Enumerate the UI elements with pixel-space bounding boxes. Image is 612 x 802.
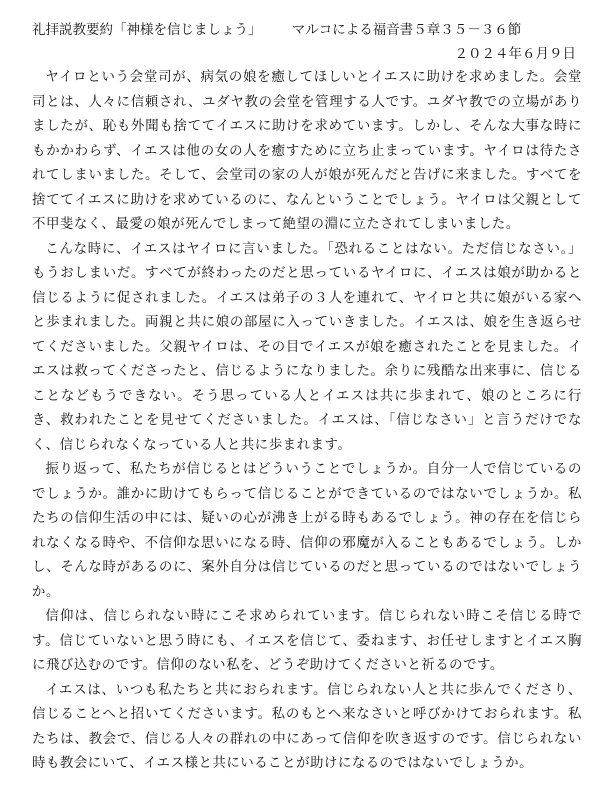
scripture-reference: マルコによる福音書５章３５－３６節 xyxy=(291,22,522,38)
sermon-title: 礼拝説教要約「神様を信じましょう」 xyxy=(32,22,262,38)
paragraph-5: イエスは、いつも私たちと共におられます。信じられない人と共に歩んでくださり、信じることへと招いてくださいます。私のもとへ来なさいと呼びかけておられます。私たちは、教会で、信じる人々の群れの中にあって信仰を吹き返すのです。信じられない時も教会にいて、イエス様と共にいることが助けになるのではないでしょうか。 xyxy=(32,682,582,771)
paragraph-3: 振り返って、私たちが信じるとはどういうことでしょうか。自分一人で信じているのでしょうか。誰かに助けてもらって信じることができているのではないでしょうか。私たちの信仰生活の中には、疑いの心が沸き上がる時もあるでしょう。神の存在を信じられなくなる時や、不信仰な思いになる時、信仰の邪魔が入ることもあるでしょう。しかし、そんな時があるのに、案外自分は信じているのだと思っているのではないでしょうか。 xyxy=(32,462,582,600)
paragraph-1: ヤイロという会堂司が、病気の娘を癒してほしいとイエスに助けを求めました。会堂司とは、人々に信頼され、ユダヤ教の会堂を管理する人です。ユダヤ教での立場がありましたが、恥も外聞も捨ててイエスに助けを求めています。しかし、そんな大事な時にもかかわらず、イエスは他の女の人を癒すために立ち止まっています。ヤイロは待たされてしまいました。そして、会堂司の家の人が娘が死んだと告げに来ました。すべてを捨ててイエスに助けを求めているのに、なんということでしょう。ヤイロは父親として不甲斐なく、最愛の娘が死んでしまって絶望の淵に立たされてしまいました。 xyxy=(32,70,582,232)
sermon-body xyxy=(32,66,582,777)
sermon-date: ２０２４年６月９日 xyxy=(454,46,576,62)
sermon-header xyxy=(32,20,582,40)
paragraph-2: こんな時に、イエスはヤイロに言いました。「恐れることはない。ただ信じなさい。」もうおしまいだ。すべてが終わったのだと思っているヤイロに、イエスは娘が助かると信じるように促されました。イエスは弟子の３人を連れて、ヤイロと共に娘がいる家へと歩まれました。両親と共に娘の部屋に入っていきました。イエスは、娘を生き返らせてくださいました。父親ヤイロは、その目でイエスが娘を癒されたことを見ました。イエスは救ってくださったと、信じるようになりました。余りに残酷な出来事に、信じることなどもうできない。そう思っている人とイエスは共に歩まれて、娘のところに行き、救われたことを見せてくださいました。イエスは、「信じなさい」と言うだけでなく、信じられなくなっている人と共に歩まれます。 xyxy=(32,241,582,453)
paragraph-4: 信仰は、信じられない時にこそ求められています。信じられない時こそ信じる時です。信じていないと思う時にも、イエスを信じて、委ねます、お任せしますとイエス胸に飛び込むのです。信仰のない私を、どうぞ助けてくださいと祈るのです。 xyxy=(32,609,582,673)
